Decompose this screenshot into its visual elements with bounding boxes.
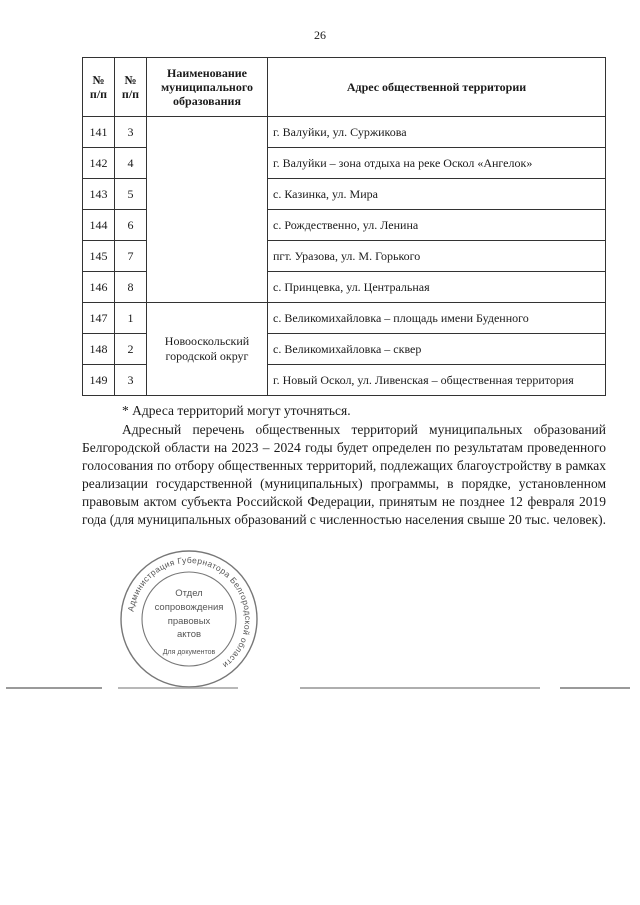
municipality-cell-empty: [147, 117, 268, 303]
stamp-line-2: сопровождения: [154, 602, 224, 613]
page-number: 26: [314, 28, 326, 42]
row-num: 146: [83, 272, 115, 303]
row-sub-num: 1: [115, 303, 147, 334]
row-sub-num: 4: [115, 148, 147, 179]
scan-artifact-line: [300, 687, 540, 689]
row-num: 142: [83, 148, 115, 179]
row-address: г. Валуйки, ул. Суржикова: [268, 117, 606, 148]
header-address: Адрес общественной территории: [268, 58, 606, 117]
row-address: с. Рождественно, ул. Ленина: [268, 210, 606, 241]
row-num: 144: [83, 210, 115, 241]
footnote: * Адреса территорий могут уточняться.: [122, 403, 351, 418]
row-sub-num: 3: [115, 117, 147, 148]
stamp-line-4: актов: [176, 629, 202, 640]
row-num: 141: [83, 117, 115, 148]
territories-table: [82, 57, 606, 396]
row-address: с. Великомихайловка – сквер: [268, 334, 606, 365]
stamp-line-3: правовых: [167, 616, 211, 627]
official-stamp: [118, 548, 260, 690]
row-num: 143: [83, 179, 115, 210]
row-num: 149: [83, 365, 115, 396]
row-address: г. Валуйки – зона отдыха на реке Оскол «Ангелок»: [268, 148, 606, 179]
table-row: [83, 117, 606, 148]
body-paragraph: Адресный перечень общественных территорий муниципальных образований Белгородской области на 2023 – 2024 годы будет определен по результатам проведенного голосования по отбору общественных территорий, подлежащих благоустройству в рамках реализации государственной (муниципальных) программы, в порядке, установленном правовым актом субъекта Российской Федерации, принятым не позднее 12 февраля 2019 года (для муниципальных образований с численностью населения свыше 20 тыс. человек).: [82, 422, 606, 527]
scan-artifact-line: [560, 687, 630, 689]
row-address: с. Казинка, ул. Мира: [268, 179, 606, 210]
stamp-bottom-text: Для документов: [162, 649, 216, 656]
scan-artifact-line: [118, 687, 238, 689]
row-address: с. Великомихайловка – площадь имени Буденного: [268, 303, 606, 334]
row-sub-num: 2: [115, 334, 147, 365]
row-sub-num: 3: [115, 365, 147, 396]
row-num: 148: [83, 334, 115, 365]
table-row: [83, 303, 606, 334]
header-municipality: Наименование муниципального образования: [147, 58, 268, 117]
row-num: 145: [83, 241, 115, 272]
stamp-ring-text: Администрация Губернатора Белгородской области: [125, 554, 254, 671]
municipality-novooskolsky: Новооскольский городской округ: [147, 303, 268, 396]
scan-artifact-line: [6, 687, 102, 689]
row-address: с. Принцевка, ул. Центральная: [268, 272, 606, 303]
row-sub-num: 6: [115, 210, 147, 241]
header-num: № п/п: [83, 58, 115, 117]
row-sub-num: 5: [115, 179, 147, 210]
stamp-line-1: Отдел: [175, 588, 203, 599]
row-address: г. Новый Оскол, ул. Ливенская – общественная территория: [268, 365, 606, 396]
row-address: пгт. Уразова, ул. М. Горького: [268, 241, 606, 272]
header-sub-num: № п/п: [115, 58, 147, 117]
row-sub-num: 7: [115, 241, 147, 272]
row-sub-num: 8: [115, 272, 147, 303]
row-num: 147: [83, 303, 115, 334]
table-header-row: [83, 58, 606, 117]
